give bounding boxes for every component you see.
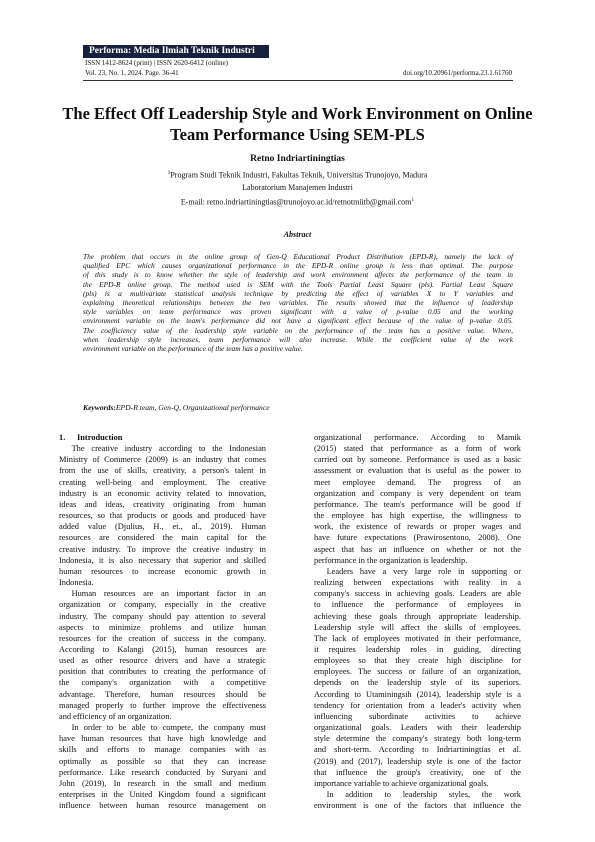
abstract-line: (pls) is a multivariate statistical analysis technique by predicting the effect of variables X to Y variables and: [83, 288, 513, 298]
text-line: Indonesia.: [59, 578, 94, 588]
keywords-line: [83, 403, 270, 412]
text-line: the company's organization with a competitive: [59, 678, 266, 688]
text-line: that influence the group's creativity, one of the: [314, 767, 521, 777]
keywords-label: Keywords:: [83, 403, 116, 412]
issn-line: ISSN 1412-8624 (print) | ISSN 2620-6412 (online): [85, 59, 228, 67]
left-column: [59, 432, 266, 811]
text-line: The lack of employees motivated in their performance,: [314, 633, 521, 643]
text-line: Leaders have a very large role in supporting or: [314, 566, 521, 576]
text-line: resources are considered the main capital for the: [59, 533, 266, 543]
text-line: position that contributes to creating the performance of: [59, 667, 266, 677]
doi-line[interactable]: doi.org/10.20961/performa.23.1.61760: [403, 69, 512, 77]
email-text[interactable]: E-mail: retno.indriartiningtias@trunojoyo.ac.id/retnotmiitb@gmail.com: [180, 197, 412, 207]
text-line: ideas and ideas, creativity originating from human: [59, 499, 266, 509]
text-line: and short-term. According to Indriartiningtias et al.: [314, 745, 521, 755]
text-line: the employee has high expertise, the willingness to: [314, 511, 521, 521]
volume-line: Vol. 23, No. 1, 2024. Page. 36-41: [85, 69, 179, 77]
text-line: added value (Djulius, H., et., al., 2019). Human: [59, 522, 266, 532]
text-line: Indonesia, it is also necessary that superior and skilled: [59, 555, 266, 565]
text-line: In order to be able to compete, the company must: [59, 723, 266, 733]
text-line: performance. Like research conducted by Suryani and: [59, 767, 266, 777]
abstract-heading: Abstract: [283, 230, 312, 239]
section-number: 1.: [59, 433, 66, 442]
text-line: aspect that has an influence on whether or not the: [314, 544, 521, 554]
abstract-body: [83, 252, 513, 353]
text-line: carried out by someone. Performance is used as a basic: [314, 455, 521, 465]
text-line: (2015) stated that performance as a form of work: [314, 444, 521, 454]
text-line: performance in the organization is leadership.: [314, 555, 468, 565]
text-line: have future expectations (Prawirosentono, 2008). One: [314, 533, 521, 543]
text-line: Human resources are an important factor in an: [59, 589, 266, 599]
section-heading: [59, 432, 266, 443]
text-line: environment is one of the factors that influence the: [314, 801, 521, 811]
affiliation-text: Program Studi Teknik Industri, Fakultas Teknik, Universitas Trunojoyo, Madura: [170, 170, 428, 180]
text-line: human resources to increase economic growth in: [59, 566, 266, 576]
text-line: Ministry of Commerce (2009) is an industry that comes: [59, 455, 266, 465]
text-line: influence between human resource management on: [59, 801, 266, 811]
text-line: it requires leadership roles in guiding, directing: [314, 644, 521, 654]
text-line: company's success in achieving goals. Leaders are able: [314, 589, 521, 599]
text-line: have human resources that have high knowledge and: [59, 734, 266, 744]
section-title: Introduction: [77, 433, 123, 442]
text-line: meet employee demand. The progress of an: [314, 477, 521, 487]
text-line: to influence the performance of employees in: [314, 600, 521, 610]
text-line: creative industry. To improve the creative industry in: [59, 544, 266, 554]
affiliation-line: [0, 168, 595, 181]
text-line: Leadership style will affect the skills of employees.: [314, 622, 521, 632]
text-line: from the use of skills, creativity, a person's talent in: [59, 466, 266, 476]
abstract-line: style variables on team performance was proven significant with a value of p-value 0.05 and the working: [83, 307, 513, 317]
abstract-line: when leadership style increases, team performance will also increase. While the coefficient value of the work: [83, 334, 513, 344]
abstract-line: The problem that occurs in the online group of Gen-Q Educational Product Distribution (EPD-R), namely the lack of: [83, 252, 513, 261]
text-line: employees. The success or failure of an organization,: [314, 667, 521, 677]
text-line: style determine the company's strategy both long-term: [314, 734, 521, 744]
email-sup: 1: [411, 197, 415, 203]
affiliation-sup: 1: [167, 170, 171, 176]
text-line: tendency for orientation from a leader's activity when: [314, 700, 521, 710]
text-line: managed properly to further improve the effectiveness: [59, 700, 266, 710]
text-line: The creative industry according to the Indonesian: [59, 444, 266, 454]
text-line: organizational performance. According to Mamik: [314, 433, 521, 442]
keywords-text: EPD-R team, Gen-Q, Organizational performance: [115, 403, 270, 412]
text-line: enterprises in the United Kingdom found a significant: [59, 790, 266, 799]
abstract-line: environment variable on the performance of the team has a positive value.: [83, 344, 303, 354]
text-line: John (2019), In research in the small and medium: [59, 778, 266, 788]
text-line: skills and efforts to manage companies with as: [59, 745, 266, 755]
text-line: assessment or evaluation that is useful as the power to: [314, 466, 521, 476]
text-line: employees so that they create high discipline for: [314, 656, 521, 666]
journal-name-banner: Performa: Media Ilmiah Teknik Industri: [83, 45, 269, 58]
text-line: and efficiency of an organization.: [59, 711, 172, 721]
abstract-line: the EPD-R online group. The method used is SEM with the Tools Partial Least Square (pls). Partial Least Square: [83, 279, 513, 289]
text-line: achieving these goals through appropriate leadership.: [314, 611, 521, 621]
abstract-line: The coefficiency value of the leadership style variable on the performance of the team has a positive value. Where,: [83, 325, 513, 335]
text-line: organizational goals. Leaders with their leadership: [314, 723, 521, 733]
text-line: In addition to leadership styles, the work: [314, 790, 521, 799]
title-line: The Effect Off Leadership Style and Work Environment on Online: [62, 104, 533, 123]
text-line: According to Utaminingsih (2014), leadership style is a: [314, 689, 521, 699]
text-line: advantage. Therefore, human resources should be: [59, 689, 266, 699]
text-line: organization and company is very dependent on team: [314, 488, 521, 498]
text-line: realizing between expectations with reality in a: [314, 578, 521, 588]
paper-title: [50, 103, 545, 145]
text-line: industry is an economic activity related to innovation,: [59, 488, 266, 498]
abstract-line: of this study is to know whether the style of leadership and work environment affects the performance of the team in: [83, 270, 513, 280]
title-line: Team Performance Using SEM-PLS: [170, 125, 425, 144]
laboratory-line: Laboratorium Manajemen Industri: [242, 183, 353, 192]
header-divider: [83, 80, 513, 81]
abstract-line: qualified EPC which causes organizational performance in the EPD-R online group is less than optimal. The purpose: [83, 261, 513, 271]
text-line: work, the existence of rewards or proper wages and: [314, 522, 521, 532]
text-line: optimally as possible so that they can increase: [59, 756, 266, 766]
text-line: resources, so that products or goods and produced have: [59, 511, 266, 521]
text-line: industry. The company should pay attention to several: [59, 611, 266, 621]
text-line: organization or company, especially in the creative: [59, 600, 266, 610]
right-column: [314, 432, 521, 811]
text-line: aspects to minimize problems and utilize human: [59, 622, 266, 632]
text-line: influencing subordinate activities to achieve: [314, 711, 521, 721]
abstract-line: environment variable on the team's performance did not have a significant effect because of the value of p-value 0.05.: [83, 316, 513, 326]
text-line: importance variable to achieve organizational goals.: [314, 778, 489, 788]
text-line: performance. The team's performance will be good if: [314, 499, 521, 509]
text-line: creating well-being and employment. The creative: [59, 477, 266, 487]
text-line: resources for the creation of success in the company.: [59, 633, 266, 643]
author-name: Retno Indriartiningtias: [250, 154, 345, 164]
text-line: According to Kalangi (2015), human resources are: [59, 644, 266, 654]
text-line: (2019) and (2017), leadership style is one of the factor: [314, 756, 521, 766]
text-line: depends on the leadership style of its superiors.: [314, 678, 521, 688]
email-line[interactable]: [0, 195, 595, 208]
abstract-line: explaining theoretical relationships between the two variables. The results showed that the influence of leadership: [83, 298, 513, 308]
text-line: used as other resource drivers and have a strategic: [59, 656, 266, 666]
